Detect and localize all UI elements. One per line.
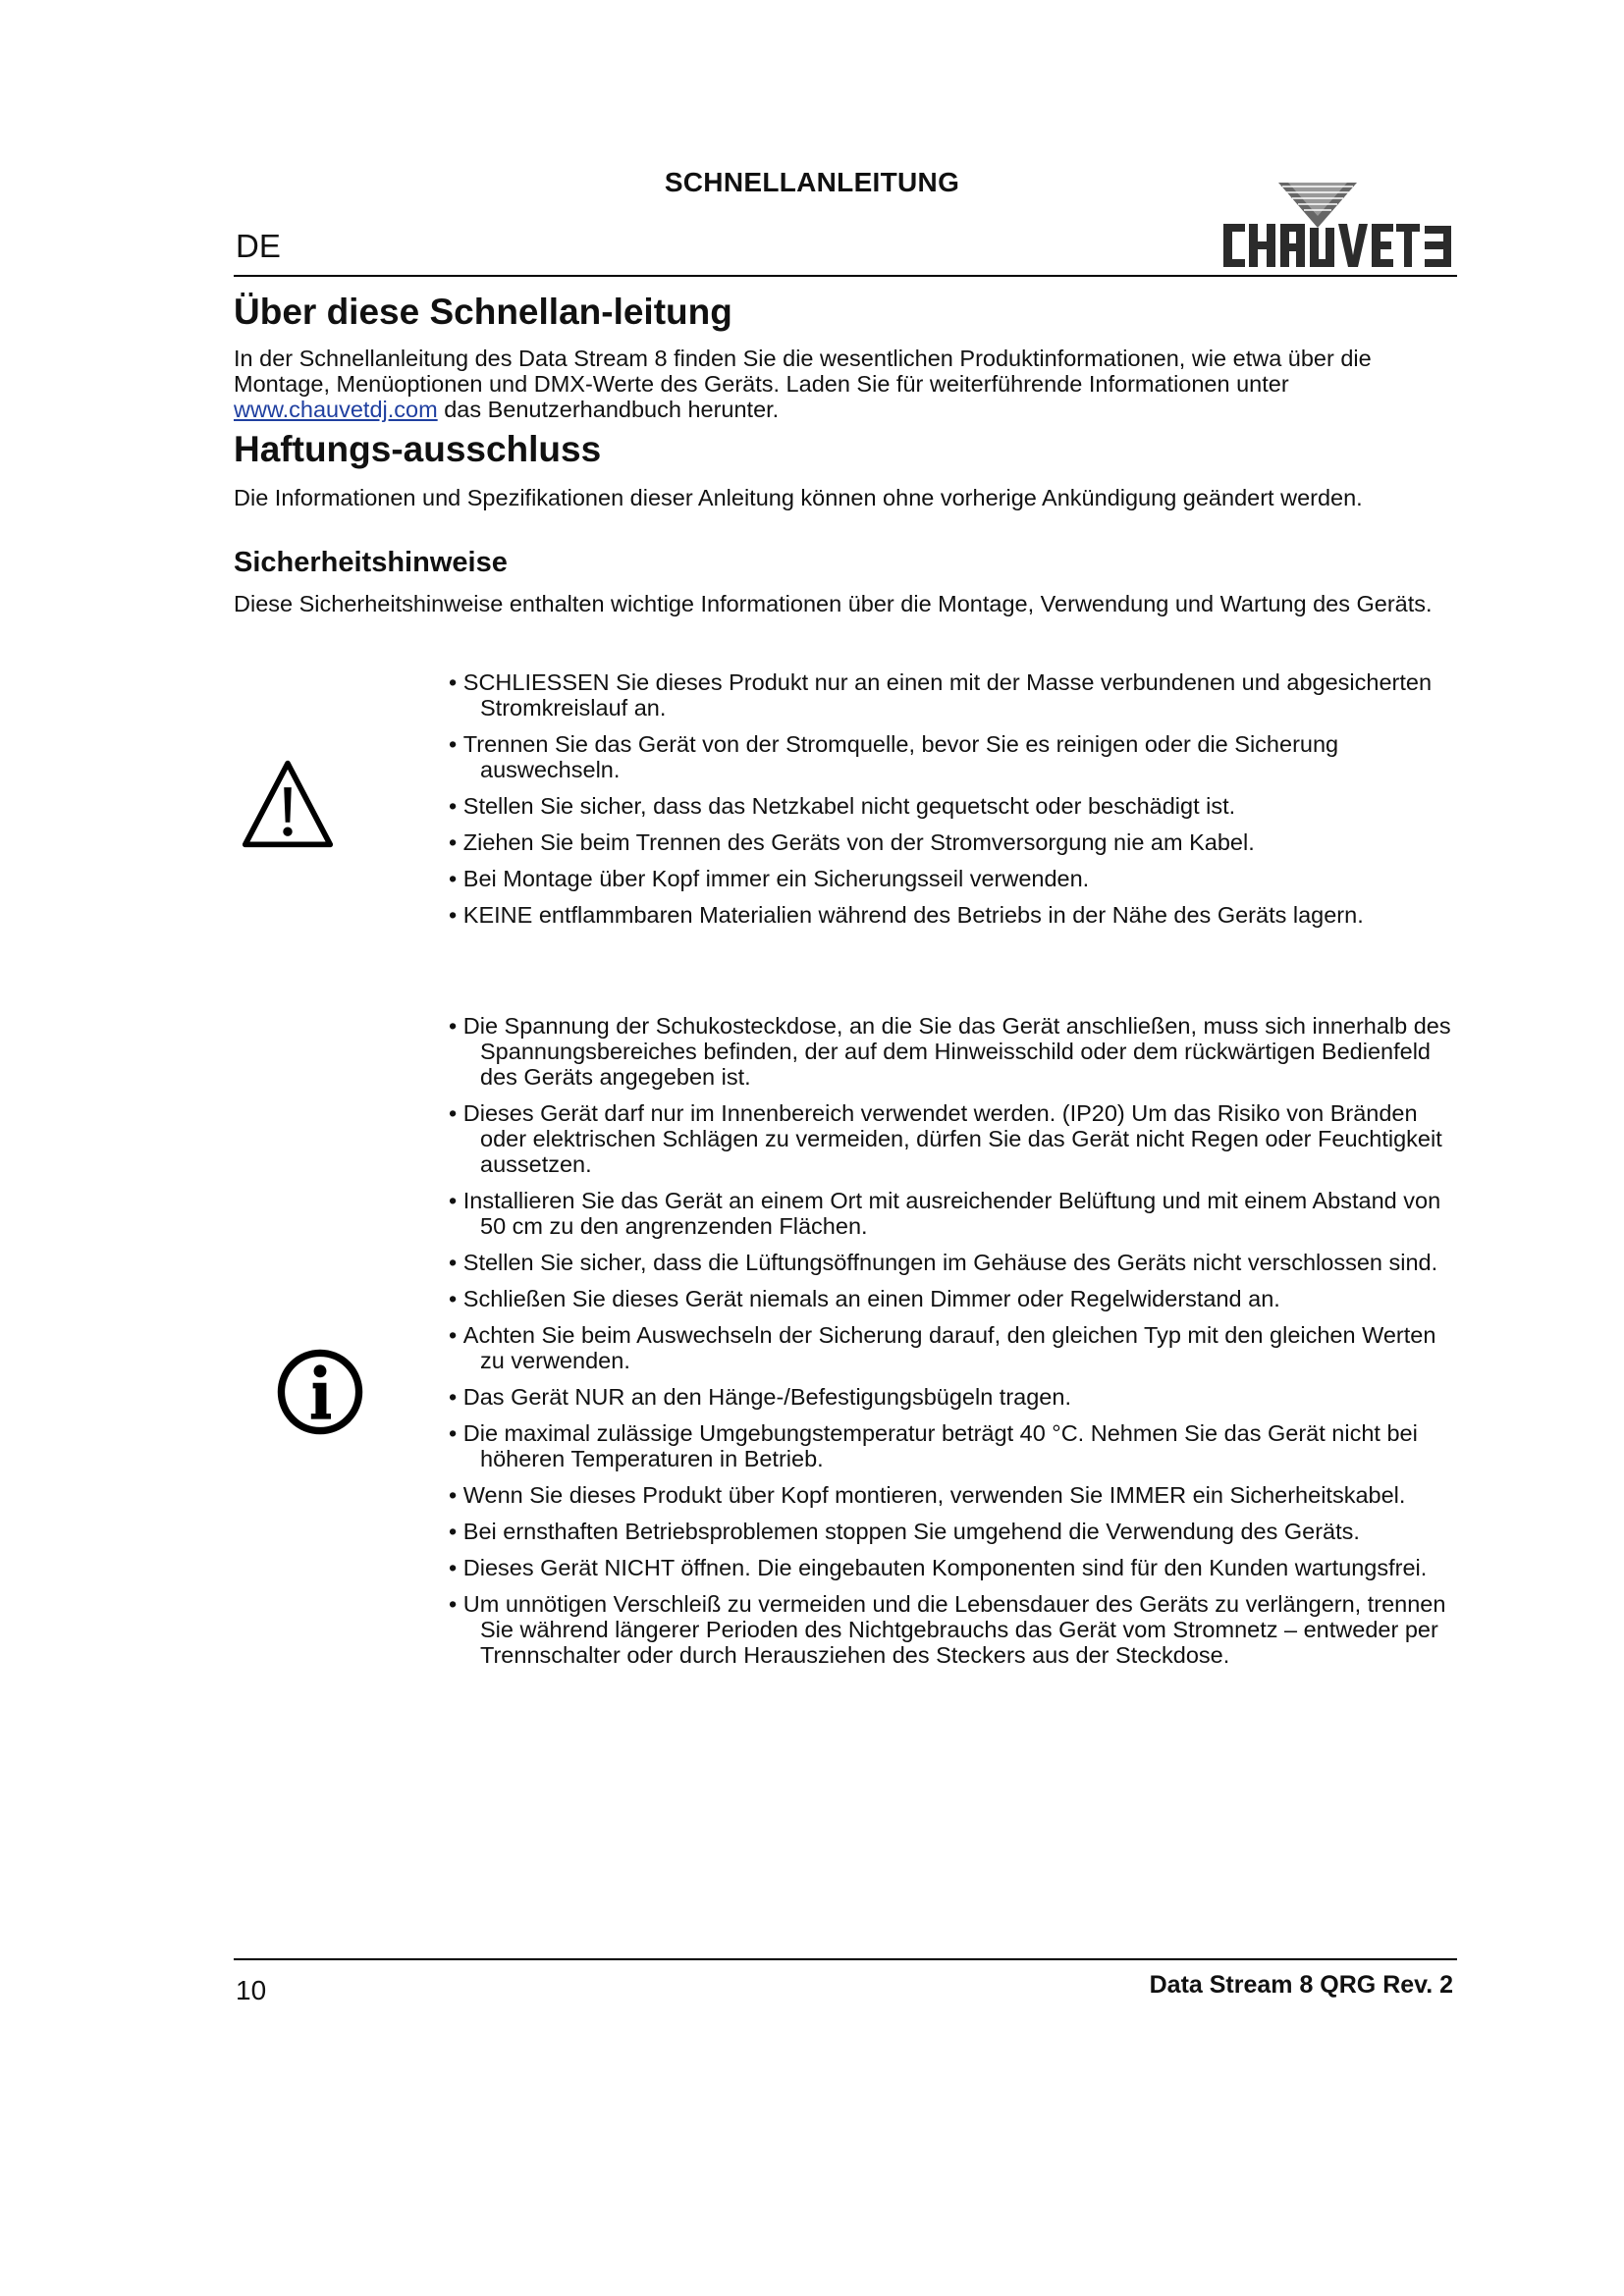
about-text-after-link: das Benutzerhandbuch herunter. [437, 397, 780, 422]
info-icon [275, 1347, 365, 1437]
footer-rule [234, 1958, 1457, 1960]
about-paragraph [234, 346, 1451, 422]
disclaimer-paragraph: Die Informationen und Spezifikationen dieser Anleitung können ohne vorherige Ankündigung geändert werden. [234, 485, 1363, 510]
info-item: • Bei ernsthaften Betriebsproblemen stoppen Sie umgehend die Verwendung des Geräts. [429, 1519, 1460, 1544]
warning-item: • Stellen Sie sicher, dass das Netzkabel nicht gequetscht oder beschädigt ist. [429, 793, 1460, 819]
info-list [429, 1013, 1460, 1679]
chauvetdj-website-link[interactable]: www.chauvetdj.com [234, 397, 438, 422]
info-item: • Schließen Sie dieses Gerät niemals an einen Dimmer oder Regelwiderstand an. [429, 1286, 1460, 1311]
info-item: • Stellen Sie sicher, dass die Lüftungsöffnungen im Gehäuse des Geräts nicht verschlossen sind. [429, 1250, 1460, 1275]
info-item: • Wenn Sie dieses Produkt über Kopf montieren, verwenden Sie IMMER ein Sicherheitskabel. [429, 1482, 1460, 1508]
warning-item: • Trennen Sie das Gerät von der Stromquelle, bevor Sie es reinigen oder die Sicherung auswechseln. [429, 731, 1460, 782]
disclaimer-heading: Haftungs-ausschluss [234, 429, 602, 469]
header-rule [234, 275, 1457, 277]
warning-triangle-icon [242, 758, 334, 850]
about-heading: Über diese Schnellan-leitung [234, 292, 732, 332]
info-item: • Installieren Sie das Gerät an einem Ort mit ausreichender Belüftung und mit einem Abstand von 50 cm zu den angrenzenden Flächen. [429, 1188, 1460, 1239]
safety-heading: Sicherheitshinweise [234, 547, 508, 578]
warning-item: • Bei Montage über Kopf immer ein Sicherungsseil verwenden. [429, 866, 1460, 891]
page-number: 10 [236, 1975, 267, 2005]
warning-item: • SCHLIESSEN Sie dieses Produkt nur an einen mit der Masse verbundenen und abgesicherten Stromkreislauf an. [429, 669, 1460, 721]
info-item: • Um unnötigen Verschleiß zu vermeiden und die Lebensdauer des Geräts zu verlängern, trennen Sie während längerer Perioden des Nichtgebrauchs das Gerät vom Stromnetz – entweder per Trennschalter oder durch Herausziehen des Steckers aus der Steckdose. [429, 1591, 1460, 1668]
info-item: • Dieses Gerät darf nur im Innenbereich verwendet werden. (IP20) Um das Risiko von Bränden oder elektrischen Schlägen zu vermeiden, dürfen Sie das Gerät nicht Regen oder Feuchtigkeit aussetzen. [429, 1100, 1460, 1177]
warning-item: • KEINE entflammbaren Materialien während des Betriebs in der Nähe des Geräts lagern. [429, 902, 1460, 928]
info-item: • Achten Sie beim Auswechseln der Sicherung darauf, den gleichen Typ mit den gleichen Werten zu verwenden. [429, 1322, 1460, 1373]
footer-document-title: Data Stream 8 QRG Rev. 2 [1149, 1971, 1453, 1999]
info-item: • Die maximal zulässige Umgebungstemperatur beträgt 40 °C. Nehmen Sie das Gerät nicht bei höheren Temperaturen in Betrieb. [429, 1420, 1460, 1471]
warning-item: • Ziehen Sie beim Trennen des Geräts von der Stromversorgung nie am Kabel. [429, 829, 1460, 855]
chauvet-dj-logo [1210, 177, 1455, 275]
about-text-before-link: In der Schnellanleitung des Data Stream 8 finden Sie die wesentlichen Produktinformationen, wie etwa über die Montage, Menüoptionen und DMX-Werte des Geräts. Laden Sie für weiterführende Informationen unter [234, 346, 1372, 397]
language-code: DE [236, 228, 281, 264]
warning-list [429, 669, 1460, 938]
safety-paragraph: Diese Sicherheitshinweise enthalten wichtige Informationen über die Montage, Verwendung und Wartung des Geräts. [234, 591, 1433, 616]
info-item: • Die Spannung der Schukosteckdose, an die Sie das Gerät anschließen, muss sich innerhalb des Spannungsbereiches befinden, der auf dem Hinweisschild oder dem rückwärtigen Bedienfeld des Geräts angegeben ist. [429, 1013, 1460, 1090]
info-item: • Dieses Gerät NICHT öffnen. Die eingebauten Komponenten sind für den Kunden wartungsfrei. [429, 1555, 1460, 1580]
document-header-title: SCHNELLANLEITUNG [664, 167, 960, 197]
info-item: • Das Gerät NUR an den Hänge-/Befestigungsbügeln tragen. [429, 1384, 1460, 1410]
